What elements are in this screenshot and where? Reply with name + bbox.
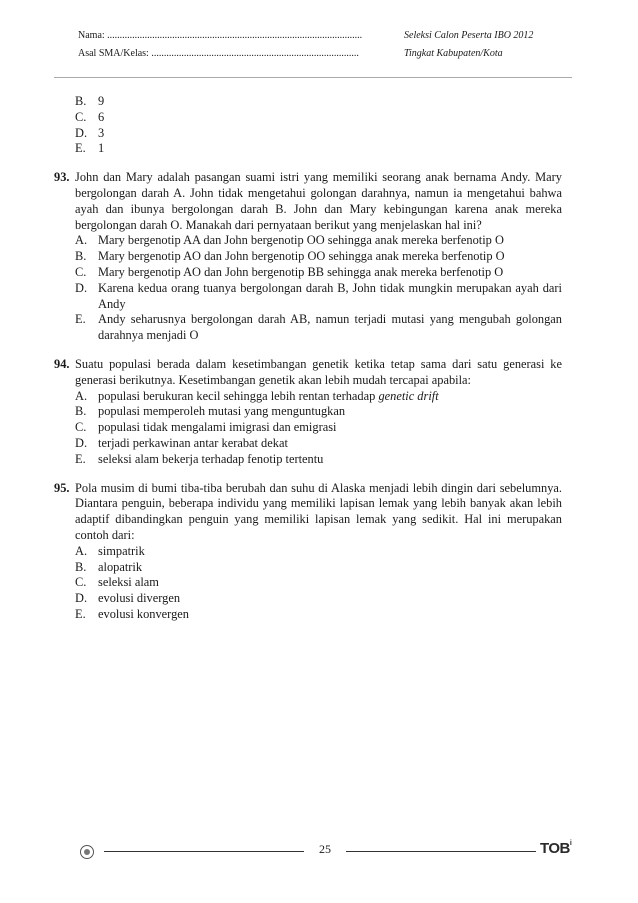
- question-number: 94.: [54, 356, 70, 371]
- footer-divider-left: [104, 851, 304, 852]
- questions-content: [54, 94, 562, 623]
- option-item: E. Andy seharusnya bergolongan darah AB, namun terjadi mutasi yang mengubah golongan darahnya menjadi O: [75, 312, 562, 343]
- option-item: D. 3: [75, 125, 105, 140]
- header-divider: [54, 77, 572, 78]
- option-item: A. Mary bergenotip AA dan John bergenotip OO sehingga anak mereka berfenotip O: [75, 233, 504, 248]
- option-item: B. populasi memperoleh mutasi yang menguntugkan: [75, 404, 346, 419]
- question-stem: 94. Suatu populasi berada dalam kesetimbangan genetik ketika tetap sama dari satu generasi ke generasi berikutnya. Kesetimbangan genetik akan lebih mudah tercapai apabila:: [54, 356, 562, 387]
- option-item: D. terjadi perkawinan antar kerabat dekat: [75, 435, 288, 450]
- term-genetic-drift: genetic drift: [378, 388, 439, 403]
- option-item: C. Mary bergenotip AO dan John bergenotip BB sehingga anak mereka berfenotip O: [75, 264, 504, 279]
- option-item: D. evolusi divergen: [75, 591, 181, 606]
- exam-level: Tingkat Kabupaten/Kota: [404, 48, 503, 59]
- question-94: [54, 357, 562, 468]
- option-item: C. 6: [75, 109, 105, 124]
- footer-divider-right: [346, 851, 536, 852]
- school-field-label: Asal SMA/Kelas: ...................................................................................: [78, 48, 359, 59]
- question-stem: 95. Pola musim di bumi tiba-tiba berubah dan suhu di Alaska menjadi lebih dingin dari sebelumnya. Diantara penguin, beberapa individu yang memiliki lapisan lemak yang lebih banyak akan lebih adaptif dibandingkan penguin yang memiliki lapisan lemak yang sedikit. Hal ini merupakan contoh dari:: [54, 480, 562, 542]
- question-stem: 93. John dan Mary adalah pasangan suami istri yang memiliki seorang anak bernama Andy. Mary bergolongan darah A. John tidak mengetahui golongan darahnya, namun ia mengetahui bahwa ayah dan ibunya bergolongan darah B. John dan Mary kebingungan karena anak mereka bergolongan darah O. Manakah dari pernyataan berikut yang menjelaskan hal ini?: [54, 170, 562, 232]
- option-item: E. seleksi alam bekerja terhadap fenotip tertentu: [75, 451, 324, 466]
- option-item: A. simpatrik: [75, 543, 145, 558]
- option-item: D. Karena kedua orang tuanya bergolongan darah B, John tidak mungkin merupakan ayah dari Andy: [75, 280, 562, 311]
- page-number: 25: [305, 842, 345, 857]
- option-item: E. 1: [75, 141, 105, 156]
- ministry-seal-icon: [80, 845, 94, 859]
- option-item: B. Mary bergenotip AO dan John bergenotip OO sehingga anak mereka berfenotip O: [75, 249, 505, 264]
- option-item: B. alopatrik: [75, 559, 143, 574]
- option-item: B. 9: [75, 94, 105, 108]
- name-field-label: Nama: ......................................................................................................: [78, 30, 363, 41]
- option-item: E. evolusi konvergen: [75, 606, 189, 621]
- exam-title: Seleksi Calon Peserta IBO 2012: [404, 30, 534, 41]
- question-number: 93.: [54, 170, 70, 185]
- question-93: [54, 170, 562, 344]
- question-95: [54, 481, 562, 623]
- question-number: 95.: [54, 480, 70, 495]
- option-item: A. populasi berukuran kecil sehingga lebih rentan terhadap genetic drift: [75, 388, 439, 403]
- previous-question-options: [54, 94, 562, 157]
- option-item: C. seleksi alam: [75, 575, 159, 590]
- page-header: [78, 27, 572, 63]
- tobi-logo: TOB$^i$: [540, 840, 572, 857]
- option-item: C. populasi tidak mengalami imigrasi dan emigrasi: [75, 420, 337, 435]
